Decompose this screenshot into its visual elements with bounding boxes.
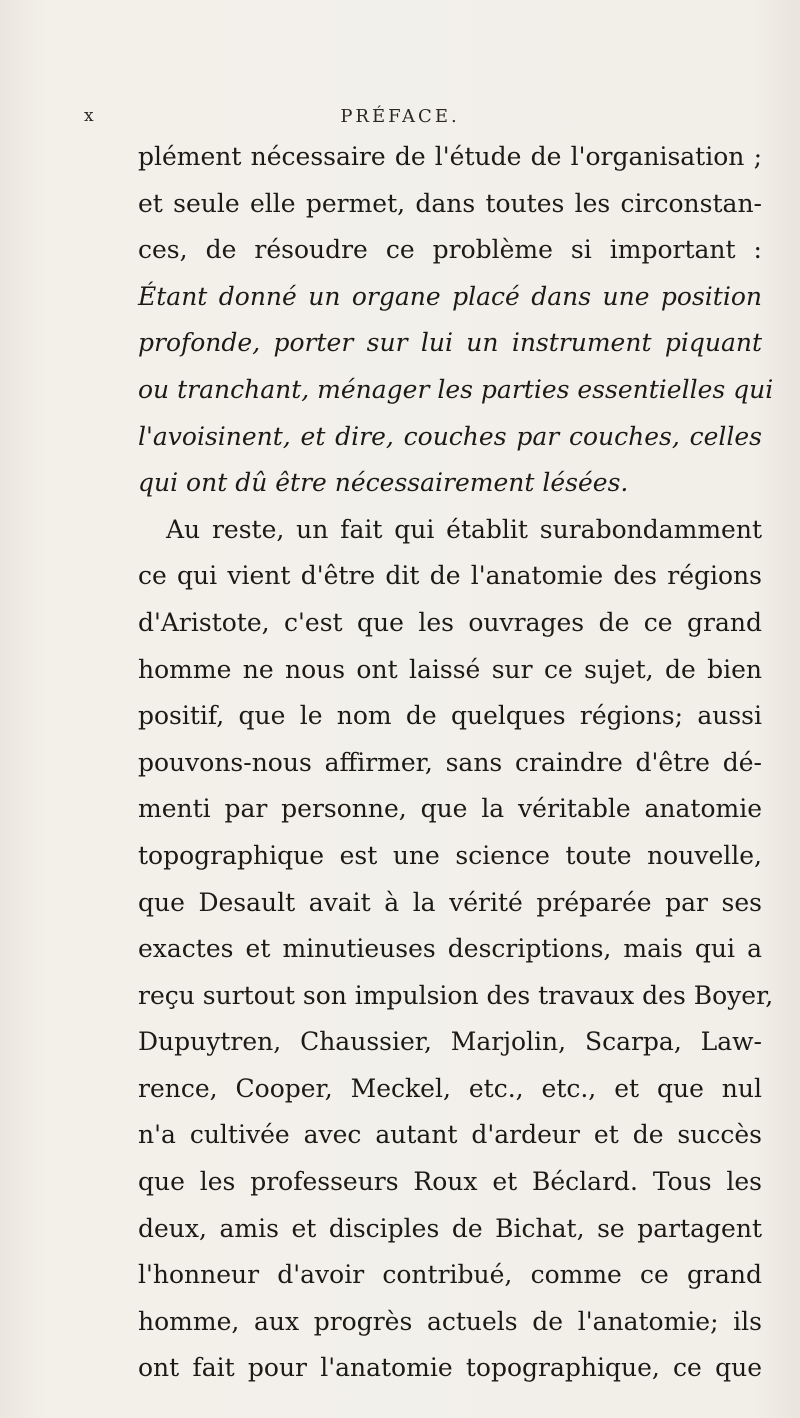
text-line: deux, amis et disciples de Bichat, se partagent xyxy=(138,1213,762,1243)
text-line: positif, que le nom de quelques régions; aussi xyxy=(138,701,762,731)
text-line: reçu surtout son impulsion des travaux des Boyer, xyxy=(138,980,774,1010)
text-line: exactes et minutieuses descriptions, mais qui a xyxy=(138,934,762,964)
text-line: homme, aux progrès actuels de l'anatomie; ils xyxy=(138,1306,762,1336)
text-line: homme ne nous ont laissé sur ce sujet, de bien xyxy=(138,654,762,684)
text-line: que les professeurs Roux et Béclard. Tous les xyxy=(138,1167,762,1197)
body-text xyxy=(138,134,774,1392)
text-line: et seule elle permet, dans toutes les circonstan- xyxy=(138,188,762,218)
text-line: ont fait pour l'anatomie topographique, ce que xyxy=(138,1353,762,1383)
text-line: rence, Cooper, Meckel, etc., etc., et que nul xyxy=(138,1073,762,1103)
text-line: que Desault avait à la vérité préparée par ses xyxy=(138,887,762,917)
text-line: ce qui vient d'être dit de l'anatomie des régions xyxy=(138,561,762,591)
text-line: menti par personne, que la véritable anatomie xyxy=(138,794,762,824)
text-line: ou tranchant, ménager les parties essentielles qui xyxy=(138,374,774,404)
text-line: Dupuytren, Chaussier, Marjolin, Scarpa, Law- xyxy=(138,1027,762,1057)
text-line: Au reste, un fait qui établit surabondamment xyxy=(166,514,762,544)
text-line: qui ont dû être nécessairement lésées. xyxy=(138,468,629,498)
text-line: plément nécessaire de l'étude de l'organisation ; xyxy=(138,142,762,171)
text-line: n'a cultivée avec autant d'ardeur et de succès xyxy=(138,1120,762,1150)
text-line: l'honneur d'avoir contribué, comme ce grand xyxy=(138,1260,762,1290)
text-line: ces, de résoudre ce problème si important : xyxy=(138,235,762,265)
text-line: topographique est une science toute nouvelle, xyxy=(138,840,762,870)
text-line: Étant donné un organe placé dans une position xyxy=(138,281,762,311)
running-title: PRÉFACE. xyxy=(340,106,460,127)
text-line: l'avoisinent, et dire, couches par couches, celles xyxy=(138,421,762,451)
text-line: pouvons-nous affirmer, sans craindre d'être dé- xyxy=(138,747,762,777)
page-number: x xyxy=(84,106,95,126)
text-line: profonde, porter sur lui un instrument piquant xyxy=(138,328,762,358)
text-line: d'Aristote, c'est que les ouvrages de ce grand xyxy=(138,607,762,637)
page-header xyxy=(0,106,800,136)
